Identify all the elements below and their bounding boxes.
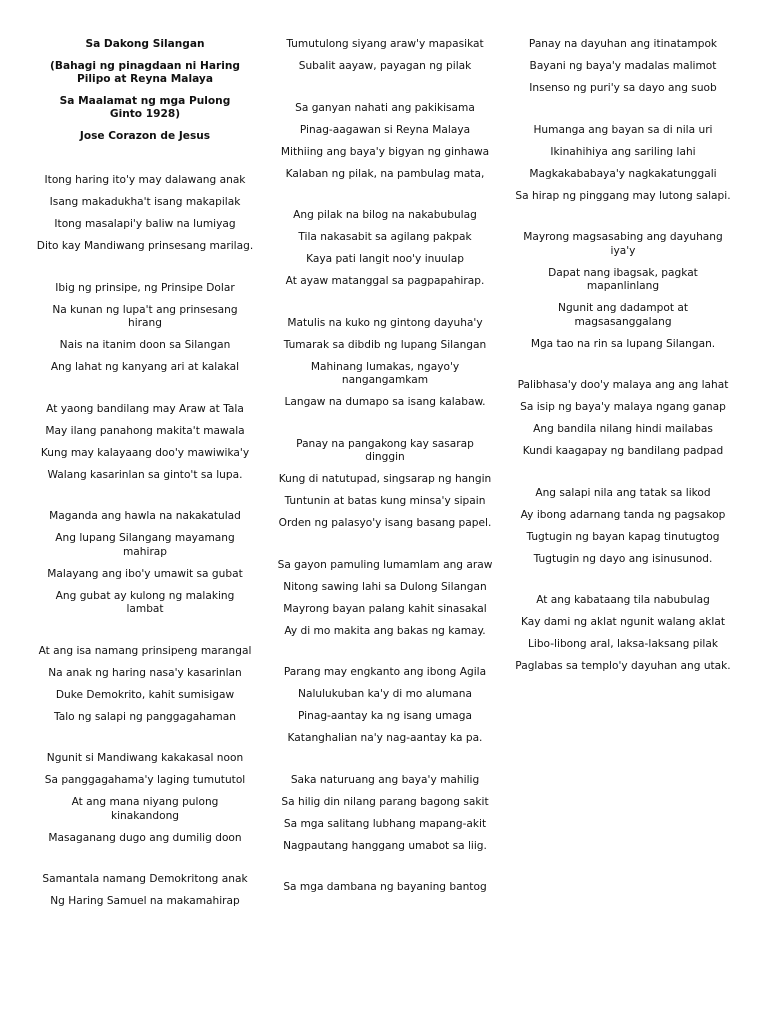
verse-line: Pinag-aantay ka ng isang umaga [298,710,472,722]
verse-line: Sa mga dambana ng bayaning bantog [283,881,487,893]
verse-line: Sa mga salitang lubhang mapang-akit [283,817,487,830]
stanza [514,487,732,567]
verse-line: Katanghalian na'y nag-aantay ka pa. [287,732,483,744]
verse-line: Langaw na dumapo sa isang kalabaw. [284,396,486,408]
stanza [276,209,494,289]
verse-line: Ang bandila nilang hindi mailabas [533,423,713,435]
stanza [514,594,732,674]
stanza [276,559,494,639]
verse-line: Ay di mo makita ang bakas ng kamay. [284,624,486,637]
poem-column-1 [36,38,254,937]
verse-line: Tumarak sa dibdib ng lupang Silangan [283,338,487,351]
verse-line: Sa isip ng baya'y malaya ngang ganap [520,401,726,413]
verse-line: Libo-libong aral, laksa-laksang pilak [527,638,718,650]
verse-line: Parang may engkanto ang ibong Agila [283,666,487,678]
poem-header [36,38,254,143]
verse-line: Sa hirap ng pinggang may lutong salapi. [515,189,731,202]
verse-line: Malayang ang ibo'y umawit sa gubat [47,567,243,580]
verse-line: Talo ng salapi ng panggagahaman [54,710,236,723]
verse-line: Magkakababaya'y nagkakatunggali [529,167,717,180]
stanza [514,379,732,459]
stanza [36,752,254,845]
verse-line: Mga tao na rin sa lupang Silangan. [530,337,716,350]
verse-line: Dito kay Mandiwang prinsesang marilag. [36,240,254,252]
verse-line: Maganda ang hawla na nakakatulad [49,510,241,522]
stanza [276,38,494,74]
verse-line: Isang makadukha't isang makapilak [49,196,241,208]
verse-line: Pinag-aagawan si Reyna Malaya [299,123,471,136]
verse-line: Mayrong magsasabing ang dayuhang iya'y [523,231,723,257]
verse-line: Panay na dayuhan ang itinatampok [528,38,718,50]
verse-line: Samantala namang Demokritong anak [42,873,248,885]
verse-line: Ngunit ang dadampot at magsasanggalang [558,302,688,328]
verse-line: Kung di natutupad, singsarap ng hangin [278,473,492,485]
verse-line: Ang salapi nila ang tatak sa likod [535,486,711,499]
verse-line: Tuntunin at batas kung minsa'y sipain [284,495,486,507]
verse-line: Kung may kalayaang doo'y mawiwika'y [40,446,250,459]
verse-line: Ang gubat ay kulong ng malaking lambat [55,589,235,615]
poem-column-3 [514,38,732,702]
stanza [36,873,254,909]
stanza [276,881,494,895]
stanza [276,774,494,854]
verse-line: Masaganang dugo ang dumilig doon [48,831,242,844]
verse-line: Ibig ng prinsipe, ng Prinsipe Dolar [55,281,235,294]
verse-line: Dapat nang ibagsak, pagkat mapanlinlang [548,266,698,292]
verse-line: Ang lupang Silangang mayamang mahirap [55,532,235,558]
verse-line: Ng Haring Samuel na makamahirap [50,895,240,907]
verse-line: Itong masalapi'y baliw na lumiyag [54,218,236,230]
verse-line: At ang kabataang tila nabubulag [536,594,710,606]
poem-subtitle: (Bahagi ng pinagdaan ni Haring Pilipo at Reyna Malaya [50,59,240,85]
verse-line: Kalaban ng pilak, na pambulag mata, [285,167,485,180]
stanza [514,124,732,204]
verse-line: Tugtugin ng bayan kapag tinutugtog [526,530,720,543]
verse-line: Ang lahat ng kanyang ari at kalakal [50,361,240,373]
verse-line: Kay dami ng aklat ngunit walang aklat [520,616,726,628]
stanza [514,231,732,351]
verse-line: Walang kasarinlan sa ginto't sa lupa. [47,468,243,481]
stanza [276,102,494,182]
stanza [36,174,254,254]
poem-title: Sa Dakong Silangan [85,38,205,50]
verse-line: Saka naturuang ang baya'y mahilig [290,773,480,786]
verse-line: At ang isa namang prinsipeng marangal [38,644,252,657]
verse-line: Mayrong bayan palang kahit sinasakal [283,602,487,615]
verse-line: Panay na pangakong kay sasarap dinggin [296,437,474,463]
verse-line: Paglabas sa templo'y dayuhan ang utak. [515,660,731,672]
verse-line: Nagpautang hanggang umabot sa liig. [283,839,487,852]
verse-line: Kundi kaagapay ng bandilang padpad [522,445,724,457]
stanza [276,317,494,410]
verse-line: Sa gayon pamuling lumamlam ang araw [277,558,493,571]
stanza [36,282,254,375]
verse-line: Tugtugin ng dayo ang isinusunod. [533,552,713,565]
stanza [514,38,732,96]
verse-line: Matulis na kuko ng gintong dayuha'y [287,316,483,329]
stanza [276,666,494,746]
verse-line: Ang pilak na bilog na nakabubulag [293,209,477,221]
verse-line: Insenso ng puri'y sa dayo ang suob [529,82,717,94]
verse-line: Sa panggagahama'y laging tumututol [44,774,246,786]
verse-line: Itong haring ito'y may dalawang anak [44,174,246,186]
verse-line: Nitong sawing lahi sa Dulong Silangan [283,580,487,593]
verse-line: Ngunit si Mandiwang kakakasal noon [46,752,244,764]
verse-line: Subalit aayaw, payagan ng pilak [298,60,472,72]
stanza [36,510,254,617]
verse-line: Nais na itanim doon sa Silangan [59,339,231,351]
verse-line: Mithiing ang baya'y bigyan ng ginhawa [280,145,490,158]
verse-line: Mahinang lumakas, ngayo'y nangangamkam [310,360,460,386]
stanza [36,403,254,483]
verse-line: Ikinahihiya ang sariling lahi [550,145,696,158]
verse-line: Tila nakasabit sa agilang pakpak [298,231,472,243]
verse-line: Ay ibong adarnang tanda ng pagsakop [520,508,726,521]
verse-line: At ang mana niyang pulong kinakandong [71,796,219,822]
verse-line: Palibhasa'y doo'y malaya ang ang lahat [517,379,729,391]
verse-line: Orden ng palasyo'y isang basang papel. [278,517,492,529]
poem-author: Jose Corazon de Jesus [79,129,211,142]
verse-line: Sa ganyan nahati ang pakikisama [295,101,475,114]
verse-line: Kaya pati langit noo'y inuulap [306,253,464,265]
verse-line: Tumutulong siyang araw'y mapasikat [286,38,484,50]
poem-source: Sa Maalamat ng mga Pulong Ginto 1928) [59,94,231,120]
stanza [36,645,254,725]
verse-line: May ilang panahong makita't mawala [45,424,245,437]
verse-line: Bayani ng baya'y madalas malimot [529,60,717,72]
stanza [276,438,494,531]
verse-line: Na kunan ng lupa't ang prinsesang hirang [52,303,238,329]
verse-line: Humanga ang bayan sa di nila uri [533,123,713,136]
poem-column-2 [276,38,494,923]
verse-line: At yaong bandilang may Araw at Tala [46,402,244,415]
verse-line: Duke Demokrito, kahit sumisigaw [55,688,235,701]
verse-line: Nalulukuban ka'y di mo alumana [298,688,472,700]
verse-line: At ayaw matanggal sa pagpapahirap. [285,275,485,287]
verse-line: Sa hilig din nilang parang bagong sakit [281,795,489,808]
verse-line: Na anak ng haring nasa'y kasarinlan [48,666,242,679]
